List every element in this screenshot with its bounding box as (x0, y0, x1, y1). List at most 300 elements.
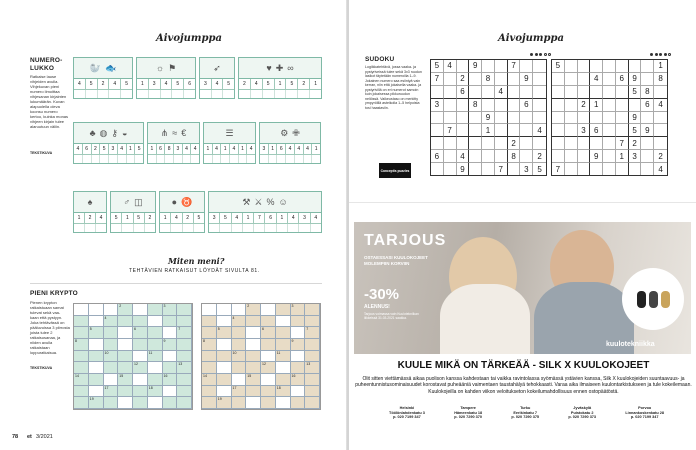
sudoku-cell[interactable] (578, 112, 591, 125)
answer-cell[interactable] (160, 224, 171, 232)
answer-cell[interactable] (312, 155, 320, 163)
answer-cell[interactable] (98, 90, 110, 98)
rebus-clue[interactable] (199, 57, 235, 99)
sudoku-cell[interactable] (603, 99, 616, 112)
rebus-answer-cells[interactable] (74, 154, 143, 163)
krypto-cell[interactable] (104, 339, 119, 351)
krypto-cell[interactable] (118, 351, 133, 363)
sudoku-cell[interactable] (552, 124, 565, 137)
sudoku-cell[interactable]: 1 (590, 99, 603, 112)
sudoku-cell[interactable]: 2 (457, 73, 470, 86)
sudoku-cell[interactable] (431, 112, 444, 125)
sudoku-cell[interactable] (495, 99, 508, 112)
sudoku-cell[interactable] (482, 86, 495, 99)
krypto-cell[interactable] (133, 397, 148, 409)
answer-cell[interactable] (209, 224, 220, 232)
krypto-cell[interactable]: 6 (261, 327, 276, 339)
krypto-cell[interactable] (246, 362, 261, 374)
krypto-cell[interactable] (291, 362, 306, 374)
sudoku-cell[interactable] (533, 60, 546, 73)
sudoku-cell[interactable] (590, 112, 603, 125)
sudoku-cell[interactable] (431, 163, 444, 175)
sudoku-cell[interactable]: 5 (537, 164, 542, 174)
sudoku-cell[interactable]: 4 (495, 86, 508, 99)
answer-cell[interactable] (174, 155, 183, 163)
answer-cell[interactable] (204, 155, 213, 163)
answer-cell[interactable] (194, 224, 204, 232)
rebus-clue[interactable] (238, 57, 322, 99)
krypto-cell[interactable]: 13 (177, 362, 192, 374)
sudoku-cell[interactable]: 6 (590, 124, 603, 137)
sudoku-cell[interactable] (629, 163, 642, 175)
sudoku-cell[interactable] (444, 73, 457, 86)
sudoku-cell[interactable]: 7 (508, 60, 521, 73)
sudoku-cell[interactable] (616, 99, 629, 112)
krypto-cell[interactable] (261, 339, 276, 351)
sudoku-cell[interactable] (654, 124, 667, 137)
krypto-cell[interactable] (202, 362, 217, 374)
krypto-cell[interactable] (202, 351, 217, 363)
sudoku-cell[interactable] (457, 112, 470, 125)
sudoku-cell[interactable] (482, 99, 495, 112)
sudoku-cell[interactable] (565, 150, 578, 163)
sudoku-cell[interactable] (469, 112, 482, 125)
sudoku-cell[interactable] (457, 60, 470, 73)
krypto-cell[interactable] (118, 386, 133, 398)
krypto-cell[interactable] (148, 327, 163, 339)
answer-cell[interactable] (310, 90, 321, 98)
krypto-cell[interactable]: 9 (291, 339, 306, 351)
answer-cell[interactable] (239, 155, 248, 163)
sudoku-cell[interactable]: 9 (629, 73, 642, 86)
sudoku-cell[interactable] (603, 124, 616, 137)
sudoku-cell[interactable] (469, 137, 482, 150)
rebus-clue[interactable] (203, 122, 256, 164)
rebus-answer-cells[interactable] (148, 154, 199, 163)
sudoku-cell[interactable] (495, 73, 508, 86)
krypto-cell[interactable]: 10 (104, 351, 119, 363)
krypto-cell[interactable] (163, 397, 178, 409)
rebus-answer-cells[interactable] (74, 89, 132, 98)
krypto-cell[interactable] (202, 386, 217, 398)
sudoku-cell[interactable]: 1 (654, 60, 667, 73)
answer-cell[interactable] (243, 224, 254, 232)
krypto-cell[interactable] (74, 362, 89, 374)
krypto-cell[interactable] (276, 327, 291, 339)
sudoku-cell[interactable] (495, 112, 508, 125)
sudoku-cell[interactable] (444, 150, 457, 163)
answer-cell[interactable] (109, 90, 121, 98)
krypto-cell[interactable] (246, 316, 261, 328)
answer-cell[interactable] (127, 155, 136, 163)
sudoku-cell[interactable]: 4 (444, 60, 457, 73)
answer-cell[interactable] (251, 90, 263, 98)
krypto-cell[interactable] (177, 339, 192, 351)
sudoku-cell[interactable] (629, 99, 642, 112)
sudoku-cell[interactable]: 2 (508, 137, 521, 150)
rebus-answer-cells[interactable] (160, 223, 204, 232)
sudoku-cell[interactable]: 6 (616, 73, 629, 86)
sudoku-grid-1[interactable] (430, 59, 547, 176)
answer-cell[interactable] (135, 155, 143, 163)
sudoku-cell[interactable] (457, 99, 470, 112)
krypto-cell[interactable]: 3 (163, 304, 178, 316)
sudoku-cell[interactable] (482, 60, 495, 73)
sudoku-cell[interactable] (565, 86, 578, 99)
sudoku-cell[interactable]: 8 (482, 73, 495, 86)
sudoku-cell[interactable] (590, 86, 603, 99)
krypto-cell[interactable]: 18 (148, 386, 163, 398)
krypto-cell[interactable]: 5 (89, 327, 104, 339)
sudoku-cell[interactable]: 5 (629, 86, 642, 99)
sudoku-cell[interactable] (444, 86, 457, 99)
krypto-cell[interactable]: 14 (202, 374, 217, 386)
sudoku-cell[interactable] (533, 86, 546, 99)
answer-cell[interactable] (200, 90, 212, 98)
answer-cell[interactable] (221, 155, 230, 163)
sudoku-cell[interactable] (578, 163, 591, 175)
krypto-cell[interactable] (291, 397, 306, 409)
answer-cell[interactable] (121, 90, 132, 98)
sudoku-cell[interactable] (552, 99, 565, 112)
sudoku-cell[interactable]: 9 (629, 112, 642, 125)
sudoku-cell[interactable] (444, 137, 457, 150)
sudoku-cell[interactable] (603, 73, 616, 86)
sudoku-cell[interactable] (469, 163, 482, 175)
sudoku-cell[interactable]: 2 (629, 137, 642, 150)
krypto-cell[interactable] (177, 386, 192, 398)
answer-cell[interactable] (247, 155, 255, 163)
krypto-cell[interactable] (89, 374, 104, 386)
sudoku-cell[interactable] (654, 112, 667, 125)
sudoku-cell[interactable] (508, 124, 521, 137)
sudoku-cell[interactable]: 3 (520, 163, 533, 175)
sudoku-cell[interactable] (565, 112, 578, 125)
sudoku-cell[interactable] (431, 86, 444, 99)
sudoku-cell[interactable] (616, 124, 629, 137)
krypto-cell[interactable] (104, 397, 119, 409)
sudoku-cell[interactable] (629, 60, 642, 73)
answer-cell[interactable] (304, 155, 313, 163)
krypto-cell[interactable]: 14 (74, 374, 89, 386)
sudoku-cell[interactable]: 1 (616, 150, 629, 163)
sudoku-cell[interactable] (508, 163, 521, 175)
krypto-cell[interactable] (261, 386, 276, 398)
sudoku-cell[interactable] (603, 150, 616, 163)
krypto-cell[interactable]: 15 (246, 374, 261, 386)
answer-cell[interactable] (145, 224, 155, 232)
krypto-cell[interactable] (202, 316, 217, 328)
sudoku-cell[interactable]: 4 (658, 164, 663, 174)
sudoku-cell[interactable] (508, 112, 521, 125)
rebus-answer-cells[interactable] (239, 89, 321, 98)
krypto-cell[interactable] (148, 374, 163, 386)
sudoku-cell[interactable] (533, 137, 546, 150)
sudoku-cell[interactable] (552, 112, 565, 125)
krypto-cell[interactable] (148, 304, 163, 316)
sudoku-cell[interactable] (603, 60, 616, 73)
krypto-cell[interactable]: 2 (118, 304, 133, 316)
rebus-answer-cells[interactable] (200, 89, 234, 98)
sudoku-cell[interactable] (469, 86, 482, 99)
krypto-cell[interactable] (217, 351, 232, 363)
sudoku-cell[interactable]: 3 (431, 99, 444, 112)
sudoku-cell[interactable]: 8 (641, 86, 654, 99)
answer-cell[interactable] (260, 155, 269, 163)
krypto-cell[interactable] (133, 316, 148, 328)
answer-cell[interactable] (109, 155, 118, 163)
krypto-cell[interactable] (261, 316, 276, 328)
answer-cell[interactable] (149, 90, 161, 98)
krypto-cell[interactable] (74, 386, 89, 398)
sudoku-cell[interactable] (578, 150, 591, 163)
krypto-cell[interactable] (177, 374, 192, 386)
sudoku-cell[interactable] (495, 124, 508, 137)
sudoku-cell[interactable]: 4 (654, 99, 667, 112)
answer-cell[interactable] (118, 155, 127, 163)
sudoku-cell[interactable]: 8 (654, 73, 667, 86)
sudoku-cell[interactable]: 7 (431, 73, 444, 86)
krypto-cell[interactable]: 17 (104, 386, 119, 398)
answer-cell[interactable] (295, 155, 304, 163)
krypto-cell[interactable] (305, 386, 320, 398)
krypto-cell[interactable]: 11 (276, 351, 291, 363)
sudoku-cell[interactable] (565, 73, 578, 86)
answer-cell[interactable] (191, 155, 199, 163)
sudoku-cell[interactable] (552, 137, 565, 150)
sudoku-cell[interactable]: 9 (457, 163, 470, 175)
krypto-cell[interactable] (276, 374, 291, 386)
answer-cell[interactable] (277, 155, 286, 163)
sudoku-cell[interactable]: 2 (533, 150, 546, 163)
krypto-cell[interactable] (305, 397, 320, 409)
sudoku-cell[interactable] (590, 60, 603, 73)
answer-cell[interactable] (165, 155, 174, 163)
rebus-answer-cells[interactable] (260, 154, 320, 163)
krypto-cell[interactable]: 12 (133, 362, 148, 374)
krypto-cell[interactable] (118, 316, 133, 328)
krypto-cell[interactable] (177, 316, 192, 328)
sudoku-cell[interactable] (508, 86, 521, 99)
answer-cell[interactable] (275, 90, 287, 98)
krypto-cell[interactable]: 17 (232, 386, 247, 398)
rebus-clue[interactable] (159, 191, 205, 233)
krypto-cell[interactable]: 6 (133, 327, 148, 339)
krypto-cell[interactable]: 19 (89, 397, 104, 409)
krypto-cell[interactable]: 12 (261, 362, 276, 374)
krypto-cell[interactable] (202, 327, 217, 339)
rebus-clue[interactable] (73, 122, 144, 164)
krypto-cell[interactable] (133, 339, 148, 351)
answer-cell[interactable] (232, 224, 243, 232)
sudoku-cell[interactable]: 6 (431, 150, 444, 163)
sudoku-cell[interactable] (578, 86, 591, 99)
krypto-cell[interactable]: 8 (74, 339, 89, 351)
rebus-clue[interactable] (208, 191, 322, 233)
answer-cell[interactable] (85, 224, 96, 232)
sudoku-cell[interactable] (508, 73, 521, 86)
sudoku-cell[interactable] (565, 137, 578, 150)
answer-cell[interactable] (213, 155, 222, 163)
sudoku-cell[interactable]: 7 (616, 137, 629, 150)
sudoku-cell[interactable]: 9 (520, 73, 533, 86)
krypto-cell[interactable] (177, 351, 192, 363)
answer-cell[interactable] (286, 90, 298, 98)
rebus-clue[interactable] (147, 122, 200, 164)
krypto-cell[interactable]: 18 (276, 386, 291, 398)
answer-cell[interactable] (254, 224, 265, 232)
sudoku-cell[interactable] (482, 150, 495, 163)
sudoku-grid-2[interactable] (551, 59, 668, 176)
krypto-cell[interactable] (118, 362, 133, 374)
sudoku-cell[interactable] (565, 163, 578, 175)
answer-cell[interactable] (311, 224, 321, 232)
krypto-cell[interactable]: 9 (163, 339, 178, 351)
sudoku-cell[interactable] (552, 150, 565, 163)
sudoku-cell[interactable]: 9 (482, 112, 495, 125)
answer-cell[interactable] (137, 90, 149, 98)
sudoku-cell[interactable] (533, 73, 546, 86)
sudoku-cell[interactable] (533, 99, 546, 112)
krypto-cell[interactable] (305, 374, 320, 386)
krypto-cell[interactable] (104, 327, 119, 339)
answer-cell[interactable] (171, 224, 182, 232)
sudoku-cell[interactable] (590, 163, 603, 175)
answer-cell[interactable] (286, 155, 295, 163)
krypto-cell[interactable] (74, 316, 89, 328)
sudoku-cell[interactable] (469, 73, 482, 86)
answer-cell[interactable] (288, 224, 299, 232)
sudoku-cell[interactable] (520, 124, 533, 137)
sudoku-cell[interactable] (444, 163, 457, 175)
krypto-cell[interactable] (232, 362, 247, 374)
sudoku-cell[interactable] (457, 124, 470, 137)
sudoku-cell[interactable]: 7 (552, 163, 565, 175)
krypto-cell[interactable] (246, 386, 261, 398)
answer-cell[interactable] (111, 224, 122, 232)
krypto-cell[interactable] (163, 362, 178, 374)
krypto-cell[interactable]: 5 (217, 327, 232, 339)
answer-cell[interactable] (92, 155, 101, 163)
sudoku-cell[interactable]: 6 (457, 86, 470, 99)
krypto-cell[interactable] (232, 327, 247, 339)
rebus-answer-cells[interactable] (137, 89, 195, 98)
sudoku-cell[interactable]: 4 (533, 124, 546, 137)
sudoku-cell[interactable] (603, 163, 616, 175)
sudoku-cell[interactable] (641, 163, 654, 175)
sudoku-cell[interactable] (641, 150, 654, 163)
krypto-cell[interactable] (232, 339, 247, 351)
krypto-cell[interactable] (291, 316, 306, 328)
krypto-cell[interactable] (246, 351, 261, 363)
answer-cell[interactable] (83, 155, 92, 163)
answer-cell[interactable] (86, 90, 98, 98)
krypto-cell[interactable] (305, 304, 320, 316)
answer-cell[interactable] (212, 90, 224, 98)
krypto-cell[interactable] (217, 374, 232, 386)
sudoku-cell[interactable] (495, 150, 508, 163)
sudoku-cell[interactable]: 6 (641, 99, 654, 112)
krypto-grid-b[interactable] (201, 303, 321, 410)
sudoku-cell[interactable] (641, 60, 654, 73)
sudoku-cell[interactable] (520, 60, 533, 73)
answer-cell[interactable] (263, 90, 275, 98)
krypto-cell[interactable]: 19 (217, 397, 232, 409)
krypto-cell[interactable] (74, 397, 89, 409)
sudoku-cell[interactable]: 8 (508, 150, 521, 163)
krypto-cell[interactable]: 16 (291, 374, 306, 386)
rebus-answer-cells[interactable] (204, 154, 255, 163)
sudoku-cell[interactable]: 2 (654, 150, 667, 163)
krypto-cell[interactable] (305, 339, 320, 351)
sudoku-cell[interactable] (578, 73, 591, 86)
sudoku-cell[interactable] (641, 73, 654, 86)
sudoku-cell[interactable] (590, 137, 603, 150)
sudoku-cell[interactable]: 7 (444, 124, 457, 137)
sudoku-cell[interactable] (641, 112, 654, 125)
answer-cell[interactable] (74, 90, 86, 98)
rebus-clue[interactable] (73, 57, 133, 99)
answer-cell[interactable] (134, 224, 145, 232)
krypto-cell[interactable]: 11 (148, 351, 163, 363)
sudoku-cell[interactable] (552, 73, 565, 86)
krypto-cell[interactable] (261, 397, 276, 409)
answer-cell[interactable] (161, 90, 173, 98)
sudoku-cell[interactable] (565, 99, 578, 112)
answer-cell[interactable] (172, 90, 184, 98)
answer-cell[interactable] (122, 224, 133, 232)
krypto-cell[interactable]: 15 (118, 374, 133, 386)
sudoku-cell[interactable] (578, 137, 591, 150)
sudoku-cell[interactable] (565, 124, 578, 137)
answer-cell[interactable] (230, 155, 239, 163)
sudoku-cell[interactable]: 5 (629, 124, 642, 137)
krypto-cell[interactable] (148, 339, 163, 351)
sudoku-cell[interactable] (641, 137, 654, 150)
sudoku-cell[interactable] (431, 137, 444, 150)
krypto-cell[interactable]: 4 (104, 316, 119, 328)
krypto-cell[interactable] (232, 397, 247, 409)
sudoku-cell[interactable]: 6 (520, 99, 533, 112)
sudoku-cell[interactable] (520, 150, 533, 163)
sudoku-cell[interactable] (533, 112, 546, 125)
answer-cell[interactable] (148, 155, 157, 163)
sudoku-cell[interactable] (508, 99, 521, 112)
sudoku-cell[interactable] (482, 163, 495, 175)
krypto-cell[interactable] (74, 351, 89, 363)
rebus-clue[interactable] (259, 122, 321, 164)
rebus-clue[interactable] (136, 57, 196, 99)
krypto-cell[interactable] (177, 397, 192, 409)
answer-cell[interactable] (74, 224, 85, 232)
sudoku-cell[interactable] (616, 163, 629, 175)
answer-cell[interactable] (220, 224, 231, 232)
rebus-answer-cells[interactable] (209, 223, 321, 232)
answer-cell[interactable] (265, 224, 276, 232)
sudoku-cell[interactable] (603, 112, 616, 125)
answer-cell[interactable] (277, 224, 288, 232)
sudoku-cell[interactable] (616, 112, 629, 125)
answer-cell[interactable] (183, 224, 194, 232)
krypto-cell[interactable] (276, 304, 291, 316)
krypto-cell[interactable]: 8 (202, 339, 217, 351)
sudoku-cell[interactable] (495, 137, 508, 150)
krypto-cell[interactable]: 7 (177, 327, 192, 339)
krypto-cell[interactable] (133, 386, 148, 398)
advertisement[interactable] (354, 222, 691, 354)
sudoku-cell[interactable]: 5 (431, 60, 444, 73)
answer-cell[interactable] (183, 155, 192, 163)
